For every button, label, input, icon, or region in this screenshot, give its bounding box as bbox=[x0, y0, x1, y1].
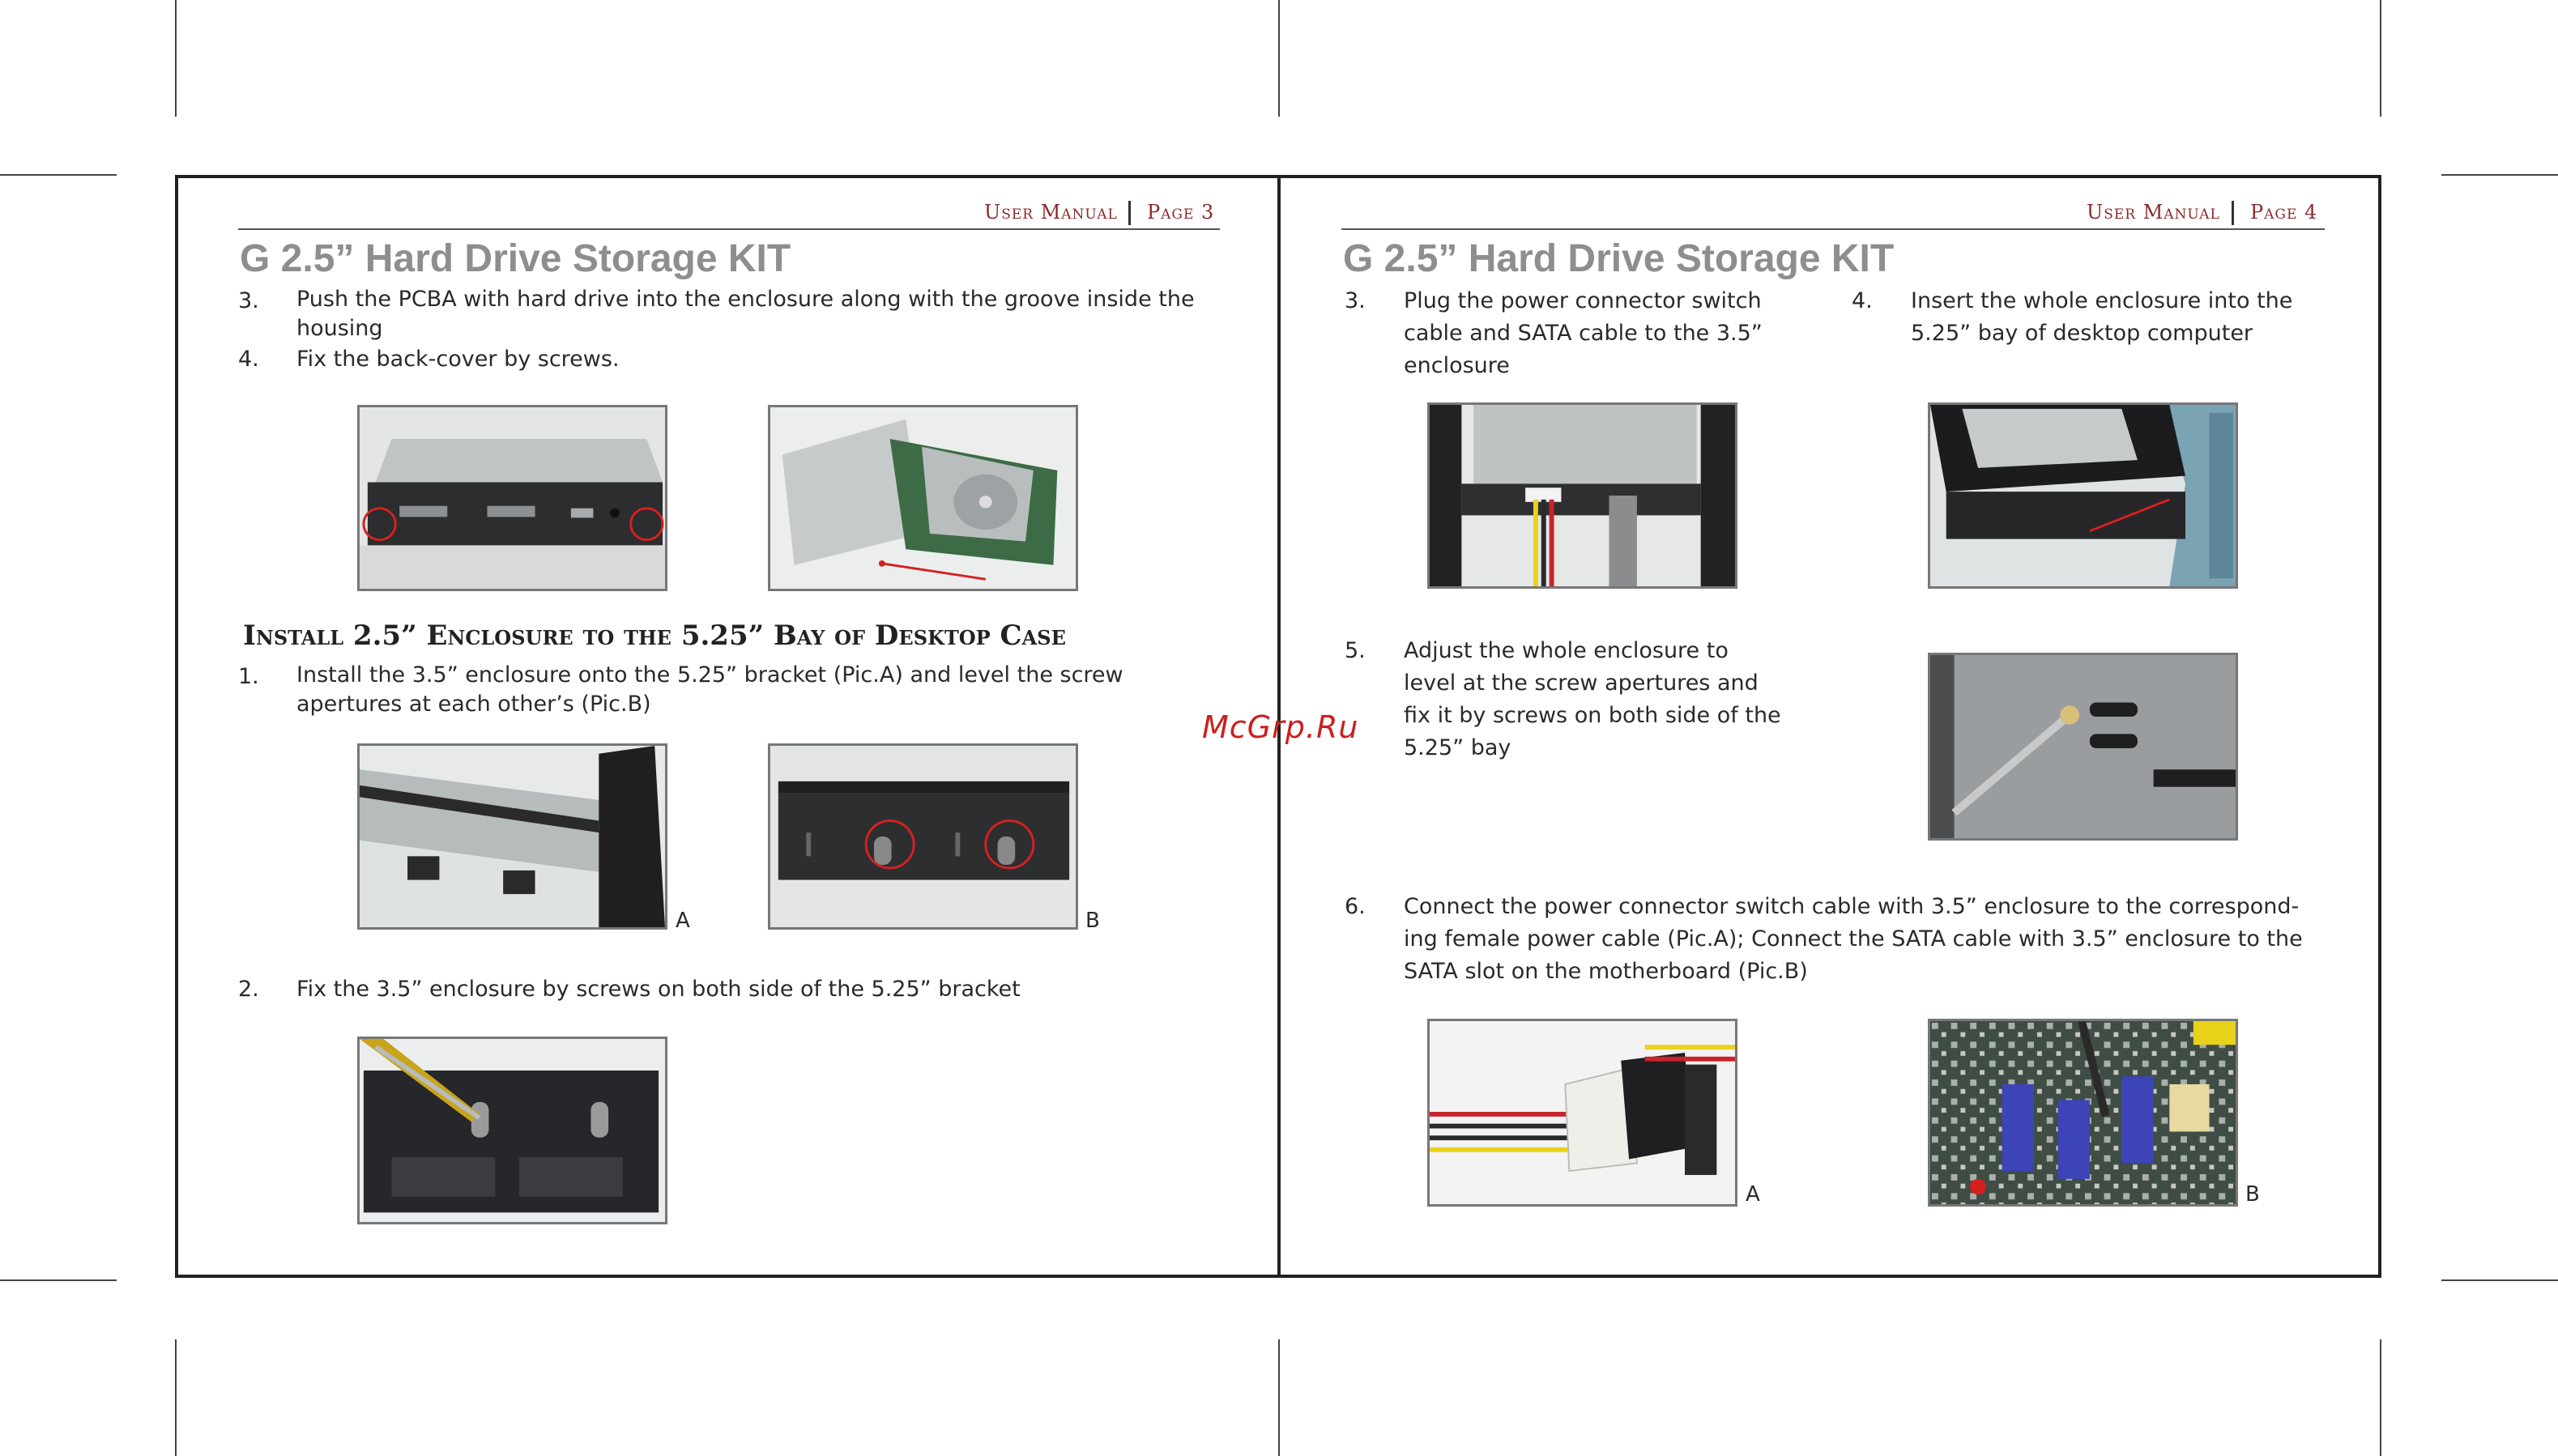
crop-mark bbox=[2380, 1339, 2381, 1456]
enclosure-back-photo-icon bbox=[360, 407, 665, 589]
crop-mark bbox=[2441, 174, 2558, 176]
step-number: 1. bbox=[238, 664, 259, 689]
crop-mark bbox=[2441, 1279, 2558, 1281]
caption-pic-b: B bbox=[1085, 909, 1100, 933]
cable-plug-photo-icon bbox=[1430, 405, 1735, 586]
crop-mark bbox=[175, 1339, 177, 1456]
insert-into-bay-photo bbox=[1928, 402, 2238, 589]
header-separator bbox=[1128, 201, 1131, 225]
crop-mark bbox=[1278, 0, 1280, 117]
header-rule bbox=[1341, 228, 2325, 230]
header-manual-label: User Manual bbox=[984, 201, 1118, 224]
page-title: G 2.5” Hard Drive Storage KIT bbox=[240, 237, 791, 280]
step-text: Install the 3.5” enclosure onto the 5.25” bracket (Pic.A) and level the screw apertures at each other’s (Pic.B) bbox=[296, 662, 1123, 717]
step-text: Connect the power connector switch cable with 3.5” enclosure to the correspond-ing female power cable (Pic.A); Connect the SATA cable with 3.5” enclosure to the SATA slot on the motherboard (Pic.B) bbox=[1404, 894, 2303, 984]
step-text: Adjust the whole enclosure to level at the screw apertures and fix it by screws on both side of the 5.25” bay bbox=[1404, 638, 1781, 760]
step-text: Insert the whole enclosure into the 5.25” bay of desktop computer bbox=[1911, 288, 2293, 346]
caption-pic-a: A bbox=[676, 909, 690, 933]
step-number: 4. bbox=[1852, 288, 1873, 313]
enclosure-back-panel-photo bbox=[357, 405, 667, 591]
step-number: 4. bbox=[238, 347, 259, 372]
power-cable-pic-a-photo bbox=[1427, 1019, 1737, 1207]
caption-pic-a: A bbox=[1746, 1182, 1760, 1207]
crop-mark bbox=[2380, 0, 2381, 117]
bracket-photo-icon bbox=[360, 746, 665, 927]
header-page-number: Page 3 bbox=[1147, 201, 1215, 224]
step-text: Plug the power connector switch cable and SATA cable to the 3.5” enclosure bbox=[1404, 288, 1763, 378]
cables-to-enclosure-photo bbox=[1427, 402, 1737, 589]
bracket-pic-b-photo bbox=[768, 743, 1078, 930]
crop-mark bbox=[0, 174, 117, 176]
step-text: Fix the back-cover by screws. bbox=[296, 347, 620, 372]
caption-pic-b: B bbox=[2245, 1182, 2260, 1207]
header-separator bbox=[2232, 201, 2234, 225]
step-number: 5. bbox=[1345, 638, 1366, 663]
motherboard-sata-pic-b-photo bbox=[1928, 1019, 2238, 1207]
page-title: G 2.5” Hard Drive Storage KIT bbox=[1343, 237, 1895, 280]
section-title: Install 2.5” Enclosure to the 5.25” Bay of Desktop Case bbox=[243, 619, 1066, 652]
screwdriver-photo-icon bbox=[360, 1039, 665, 1222]
bay-screw-photo-icon bbox=[1930, 655, 2236, 838]
step-number: 2. bbox=[238, 977, 259, 1002]
step-text: Push the PCBA with hard drive into the enclosure along with the groove inside the housing bbox=[296, 287, 1195, 341]
bracket-holes-photo-icon bbox=[770, 746, 1076, 927]
header-page-number: Page 4 bbox=[2250, 201, 2318, 224]
pcba-slide-in-photo bbox=[768, 405, 1078, 591]
hdd-insert-photo-icon bbox=[770, 407, 1076, 589]
step-text: Fix the 3.5” enclosure by screws on both side of the 5.25” bracket bbox=[296, 977, 1021, 1002]
screwdriver-bracket-photo bbox=[357, 1037, 667, 1224]
header-manual-label: User Manual bbox=[2087, 201, 2220, 224]
desktop-bay-photo-icon bbox=[1930, 405, 2236, 586]
crop-mark bbox=[0, 1279, 117, 1281]
crop-mark bbox=[175, 0, 177, 117]
watermark-text: McGrp.Ru bbox=[1202, 709, 1359, 745]
motherboard-photo-icon bbox=[1930, 1021, 2236, 1204]
crop-mark bbox=[1278, 1339, 1280, 1456]
screw-into-bay-photo bbox=[1928, 653, 2238, 841]
step-number: 6. bbox=[1345, 894, 1366, 919]
step-number: 3. bbox=[1345, 288, 1366, 313]
molex-connector-photo-icon bbox=[1430, 1021, 1735, 1204]
bracket-pic-a-photo bbox=[357, 743, 667, 930]
header-rule bbox=[238, 228, 1220, 230]
step-number: 3. bbox=[238, 288, 259, 313]
